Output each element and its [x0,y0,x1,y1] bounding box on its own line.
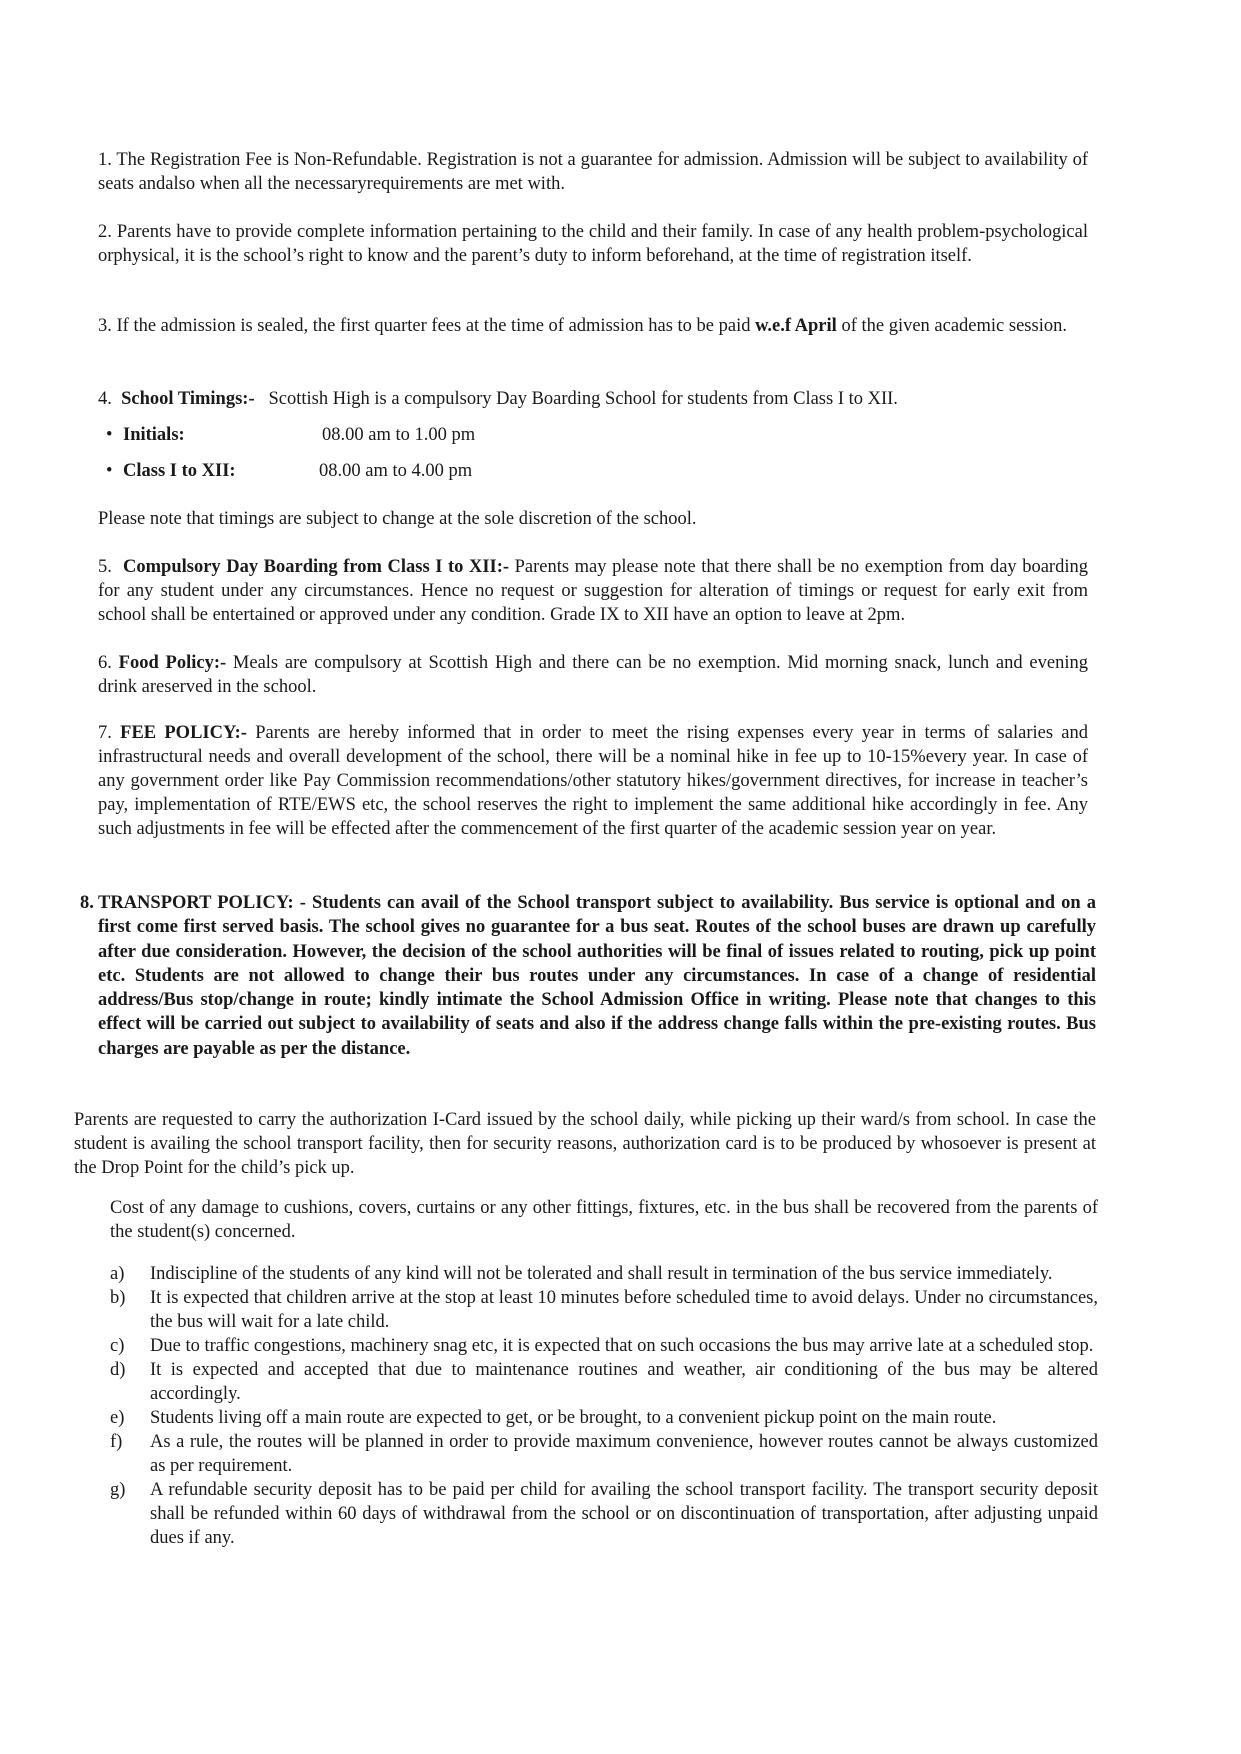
list-marker: e) [110,1408,125,1428]
rule-4-number: 4. [98,389,112,409]
icard-text: Parents are requested to carry the authorization I-Card issued by the school daily, while picking up their ward/s from school. In case the student is availing the school transport facility, then for security reasons, authorization card is to be produced by whosoever is present at the Drop Point for the child’s pick up. [74,1110,1096,1178]
list-item [110,1430,1098,1478]
rule-6-text: Meals are compulsory at Scottish High and there can be no exemption. Mid morning snack, lunch and evening drink areserved in the school. [98,653,1088,697]
list-item-text: It is expected that children arrive at the stop at least 10 minutes before scheduled time to avoid delays. Under no circumstances, the bus will wait for a late child. [150,1288,1098,1332]
rule-3-first-quarter-fees [98,314,1088,338]
list-item [110,1334,1098,1358]
rule-3-bold: w.e.f April [755,316,837,336]
rule-5-day-boarding [98,555,1088,627]
rule-8-number: 8. [80,893,94,913]
damage-paragraph [110,1196,1098,1244]
timing-row-initials [106,423,706,447]
rule-1-text: 1. The Registration Fee is Non-Refundable. Registration is not a guarantee for admission. Admission will be subject to availability of seats andalso when all the necessaryrequirements are met with. [98,150,1088,194]
rule-4-heading: School Timings:- [121,389,255,409]
list-item [110,1478,1098,1550]
rule-6-number: 6. [98,653,112,673]
rule-6-food-policy [98,651,1088,699]
timing-value: 08.00 am to 1.00 pm [322,425,476,445]
list-item-text: Students living off a main route are expected to get, or be brought, to a convenient pickup point on the main route. [150,1408,997,1428]
rule-5-heading: Compulsory Day Boarding from Class I to XII:- [123,557,510,577]
icard-paragraph [74,1108,1096,1180]
rule-2-text: 2. Parents have to provide complete information pertaining to the child and their family. In case of any health problem-psychological orphysical, it is the school’s right to know and the parent’s duty to inform beforehand, at the time of registration itself. [98,222,1088,266]
timing-label: Class I to XII: [123,461,236,481]
bullet-icon: • [106,425,113,445]
list-item [110,1262,1098,1286]
list-item-text: A refundable security deposit has to be paid per child for availing the school transport facility. The transport security deposit shall be refunded within 60 days of withdrawal from the school or on discontinuation of transportation, after adjusting unpaid dues if any. [150,1480,1098,1548]
rule-7-text: Parents are hereby informed that in order to meet the rising expenses every year in terms of salaries and infrastructural needs and overall development of the school, there will be a nominal hike in fee up to 10-15%every year. In case of any government order like Pay Commission recommendations/other statutory hikes/government directives, for increase in teacher’s pay, implementation of RTE/EWS etc, the school reserves the right to implement the same additional hike accordingly in fee. Any such adjustments in fee will be effected after the commencement of the first quarter of the academic session year on year. [98,723,1088,839]
bullet-icon: • [106,461,113,481]
list-item-text: As a rule, the routes will be planned in order to provide maximum convenience, however routes cannot be always customized as per requirement. [150,1432,1098,1476]
list-item [110,1406,1098,1430]
rule-7-fee-policy [98,721,1088,841]
rule-7-number: 7. [98,723,112,743]
rule-1-registration-fee [98,148,1088,196]
rule-3-text-pre: 3. If the admission is sealed, the first quarter fees at the time of admission has to be paid [98,316,756,336]
rule-8-text: TRANSPORT POLICY: - Students can avail of the School transport subject to availability. Bus service is optional and on a first come first served basis. The school gives no guarantee for a bus seat. Routes of the school buses are drawn up carefully after due consideration. However, the decision of the school authorities will be final of issues related to routing, pick up point etc. Students are not allowed to change their bus routes under any circumstances. In case of a change of residential address/Bus stop/change in route; kindly intimate the School Admission Office in writing. Please note that changes to this effect will be carried out subject to availability of seats and also if the address change falls within the pre-existing routes. Bus charges are payable as per the distance. [98,893,1096,1059]
rule-5-number: 5. [98,557,112,577]
rule-2-health-information [98,220,1088,268]
list-marker: a) [110,1264,125,1284]
list-item-text: Indiscipline of the students of any kind will not be tolerated and shall result in termination of the bus service immediately. [150,1264,1053,1284]
list-item-text: It is expected and accepted that due to maintenance routines and weather, air conditioning of the bus may be altered accordingly. [150,1360,1098,1404]
rule-8-transport-policy [80,891,1096,1061]
rule-7-heading: FEE POLICY:- [120,723,247,743]
damage-text: Cost of any damage to cushions, covers, curtains or any other fittings, fixtures, etc. in the bus shall be recovered from the parents of the student(s) concerned. [110,1198,1098,1242]
rule-4-text: Scottish High is a compulsory Day Boarding School for students from Class I to XII. [268,389,898,409]
list-marker: d) [110,1360,126,1380]
timings-note-text: Please note that timings are subject to change at the sole discretion of the school. [98,509,697,529]
list-marker: f) [110,1432,123,1452]
transport-rules-list [110,1262,1098,1550]
list-item [110,1358,1098,1406]
list-marker: b) [110,1288,126,1308]
rule-4-school-timings [98,387,1088,411]
list-item [110,1286,1098,1334]
rule-6-heading: Food Policy:- [118,653,227,673]
timing-value: 08.00 am to 4.00 pm [319,461,473,481]
timing-row-class-i-to-xii [106,459,706,483]
rule-5-text: Parents may please note that there shall be no exemption from day boarding for any student under any circumstances. Hence no request or suggestion for alteration of timings or request for early exit from school shall be entertained or approved under any condition. Grade IX to XII have an option to leave at 2pm. [98,557,1088,625]
timing-label: Initials: [123,425,185,445]
list-marker: g) [110,1480,126,1500]
rule-3-text-post: of the given academic session. [836,316,1067,336]
list-item-text: Due to traffic congestions, machinery snag etc, it is expected that on such occasions the bus may arrive late at a scheduled stop. [150,1336,1094,1356]
timings-note [98,507,1088,531]
list-marker: c) [110,1336,125,1356]
